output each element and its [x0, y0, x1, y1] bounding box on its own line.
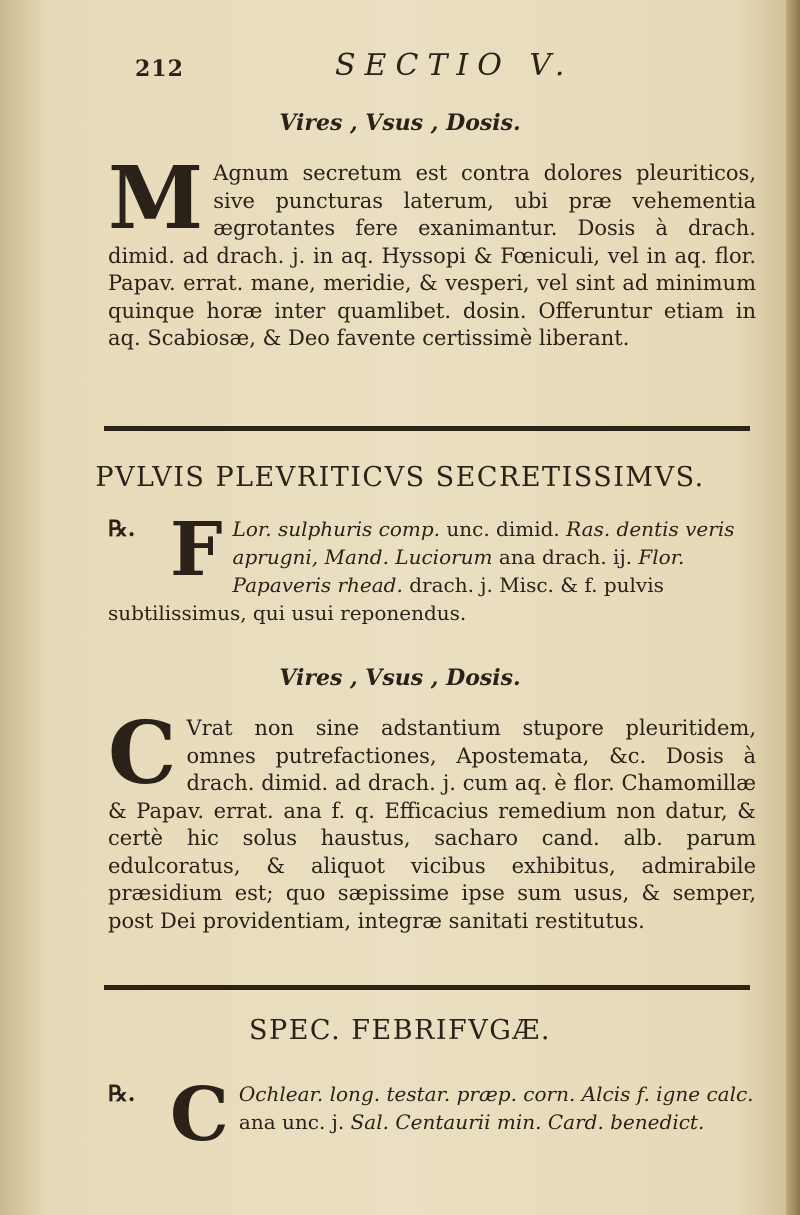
recipe-fragment: ana unc. j.	[238, 1110, 351, 1134]
page-header	[0, 48, 800, 88]
recipe-symbol: ℞.	[108, 1081, 136, 1107]
recipe-fragment: Ras. dentis veris aprugni, Mand. Luciorum	[232, 517, 735, 569]
recipe-fragment: Ochlear. long. testar. præp. corn. Alcis f. igne calc.	[238, 1082, 754, 1106]
recipe-fragment: drach. j. Misc. & f. pulvis subtilissimus, qui usui reponendus.	[108, 573, 664, 625]
section-title-pulvis: PVLVIS PLEVRITICVS SECRETISSIMVS.	[95, 462, 705, 493]
paragraph-magnum	[108, 148, 756, 353]
dropcap-c: C	[108, 703, 177, 804]
running-head: SECTIO V.	[335, 48, 574, 83]
subhead-vires-2: Vires , Vsus , Dosis.	[279, 665, 521, 691]
recipe-pulvis	[108, 507, 756, 627]
section-title-spec: SPEC. FEBRIFVGÆ.	[249, 1015, 551, 1046]
recipe-spec	[108, 1072, 756, 1158]
recipe-fragment: Flor. Papaveris rhead.	[232, 545, 685, 597]
page-number: 212	[135, 56, 184, 82]
recipe-fragment: ana drach. ij.	[492, 545, 639, 569]
paragraph-text: Agnum secretum est contra dolores pleuriticos, sive puncturas laterum, ubi præ vehementia ægrotantes fere exanimantur. Dosis à drach. dimid. ad drach. j. in aq. Hyssopi & Fœniculi, vel in aq. flor. Papav. errat. mane, meridie, & vesperi, vel sint ad minimum quinque horæ inter quamlibet. dosin. Offeruntur etiam in aq. Scabiosæ, & Deo favente certissimè liberant.	[108, 161, 756, 350]
divider-rule	[104, 985, 750, 990]
recipe-fragment: Lor. sulphuris comp.	[232, 517, 440, 541]
subhead-vires-1: Vires , Vsus , Dosis.	[279, 110, 521, 136]
recipe-symbol: ℞.	[108, 516, 136, 542]
recipe-fragment: Sal. Centaurii min. Card. benedict.	[350, 1110, 705, 1134]
dropcap-m: M	[108, 148, 204, 249]
dropcap-c: C	[170, 1072, 229, 1158]
dropcap-f: F	[170, 507, 223, 593]
recipe-fragment: unc. dimid.	[440, 517, 567, 541]
divider-rule	[104, 426, 750, 431]
paragraph-curat	[108, 703, 756, 935]
paragraph-text: Vrat non sine adstantium stupore pleuritidem, omnes putrefactiones, Apostemata, &c. Dosis à drach. dimid. ad drach. j. cum aq. è flor. Chamomillæ & Papav. errat. ana f. q. Efficacius remedium non datur, & certè hic solus haustus, sacharo cand. alb. parum edulcoratus, & aliquot vicibus exhibitus, admirabile præsidium est; quo sæpissime ipse sum usus, & semper, post Dei providentiam, integræ sanitati restitutus.	[108, 716, 756, 933]
